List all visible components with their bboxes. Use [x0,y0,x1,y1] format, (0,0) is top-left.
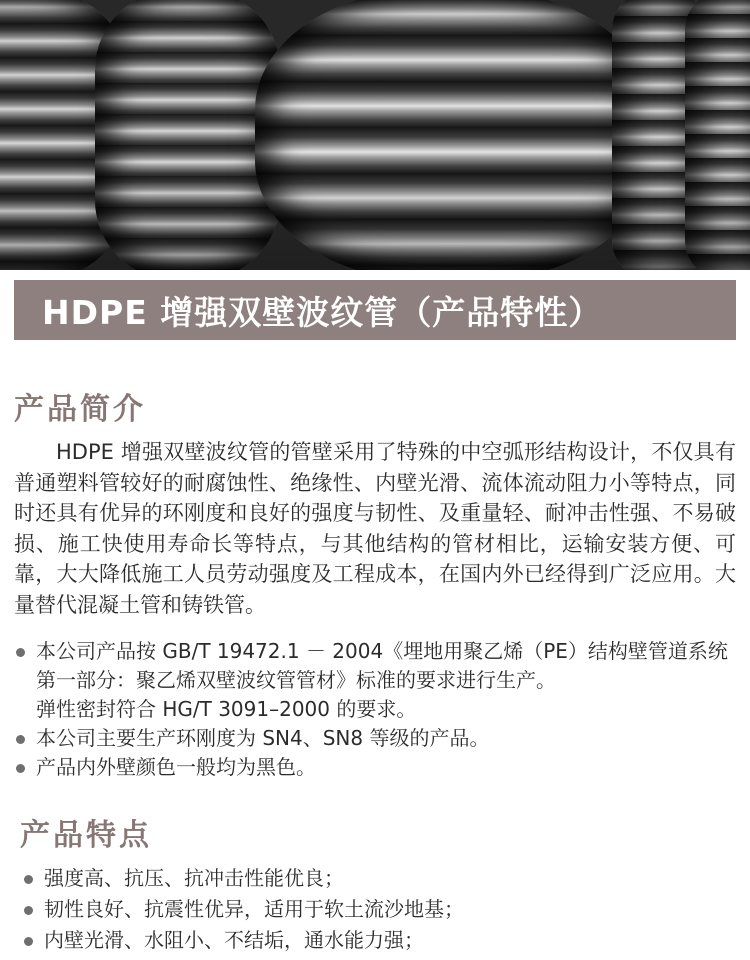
bullet-dot-icon [16,764,25,773]
hero-shade [0,0,750,270]
features-heading: 产品特点 [20,818,152,853]
bullet-dot-icon [24,906,33,915]
title-bar [14,280,736,340]
bullet-dot-icon [24,937,33,946]
list-item [14,863,739,894]
features-list [14,863,739,956]
standards-item-text: 本公司主要生产环刚度为 SN4、SN8 等级的产品。 [36,726,490,750]
standards-list [14,637,739,782]
intro-paragraph: HDPE 增强双壁波纹管的管壁采用了特殊的中空弧形结构设计，不仅具有普通塑料管较好的耐腐蚀性、绝缘性、内壁光滑、流体流动阻力小等特点，同时还具有优异的环刚度和良好的强度与韧性、及重量轻、耐冲击性强、不易破损、施工快使用寿命长等特点，与其他结构的管材相比，运输安装方便、可靠，大大降低施工人员劳动强度及工程成本，在国内外已经得到广泛应用。大量替代混凝土管和铸铁管。 [14,440,736,617]
feature-item-text: 强度高、抗压、抗冲击性能优良； [44,866,344,890]
page-title: HDPE 增强双壁波纹管（产品特性） [42,292,603,332]
list-item [14,894,739,925]
feature-item-text: 内壁光滑、水阻小、不结垢，通水能力强； [44,928,424,952]
intro-heading: 产品简介 [14,392,146,427]
list-item [14,724,739,753]
bullet-dot-icon [16,648,25,657]
hero-photo-corrugated-pipes [0,0,750,270]
list-item [14,753,739,782]
standards-item-text: 产品内外壁颜色一般均为黑色。 [36,755,316,779]
bullet-dot-icon [24,875,33,884]
standards-item-text: 本公司产品按 GB/T 19472.1 － 2004《埋地用聚乙烯（PE）结构壁管道系统第一部分：聚乙烯双壁波纹管管材》标准的要求进行生产。 [36,639,728,692]
standards-item-subtext: 弹性密封符合 HG/T 3091–2000 的要求。 [36,697,417,721]
list-item [14,925,739,956]
feature-item-text: 韧性良好、抗震性优异，适用于软土流沙地基； [44,897,464,921]
bullet-dot-icon [16,735,25,744]
list-item [14,637,739,724]
